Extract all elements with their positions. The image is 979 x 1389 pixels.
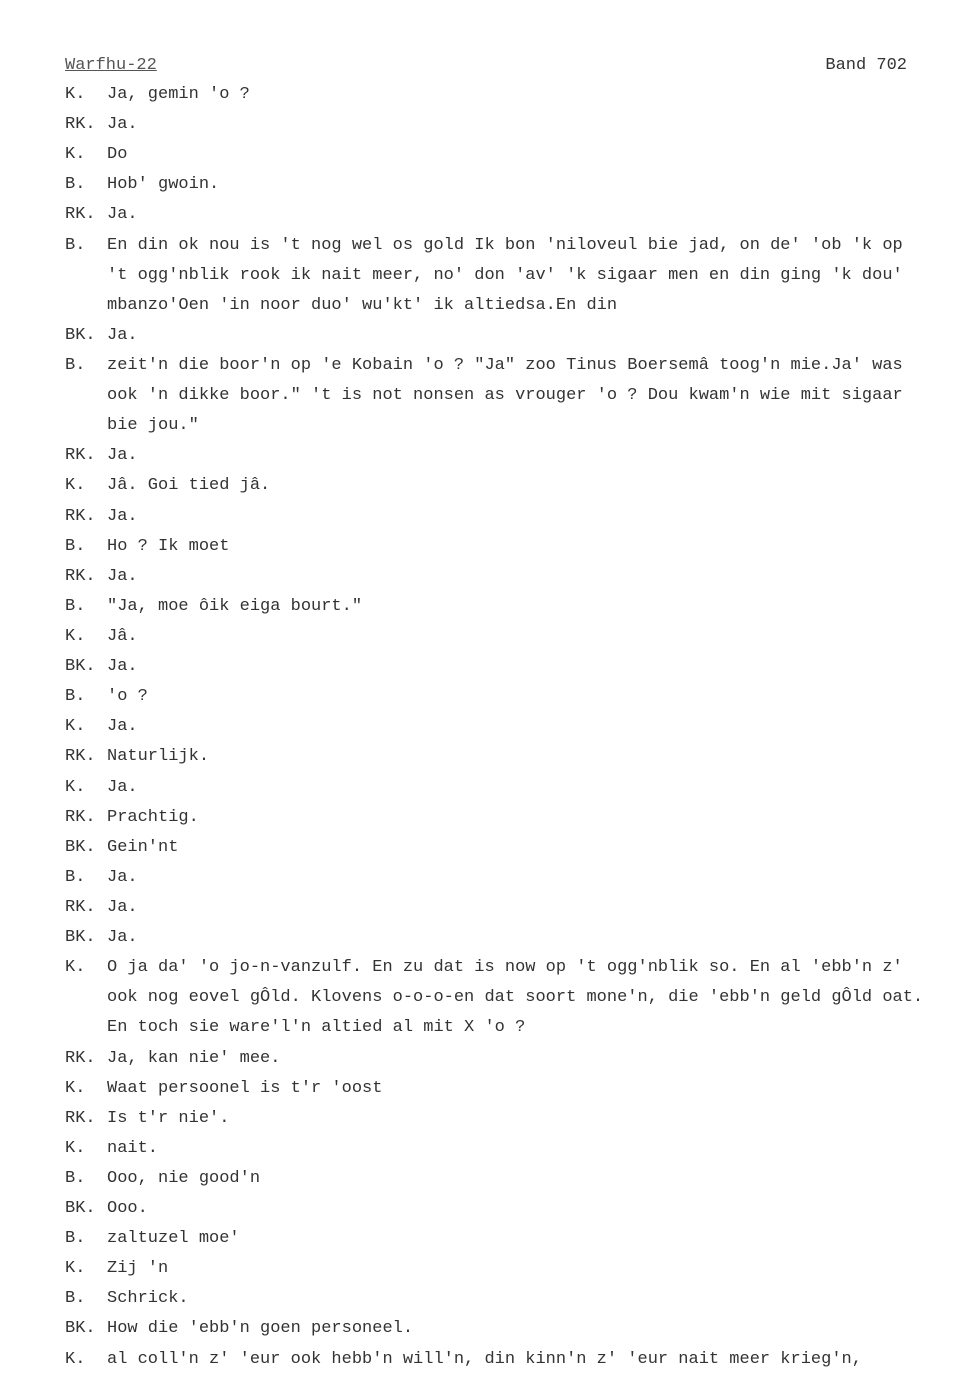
transcript-entry <box>65 1134 955 1164</box>
speaker-label: RK. <box>65 205 96 225</box>
speaker-label: RK. <box>65 115 96 135</box>
utterance-line: Prachtig. <box>107 807 199 827</box>
utterance-line: Ja. <box>107 446 138 466</box>
transcript-entry <box>65 471 955 501</box>
speaker-label: K. <box>65 476 86 496</box>
page-header <box>65 51 907 81</box>
utterance <box>107 1224 955 1254</box>
transcript-entry <box>65 833 955 863</box>
utterance-line: Jâ. Goi tied jâ. <box>107 476 271 496</box>
utterance <box>107 231 955 321</box>
utterance <box>107 321 955 351</box>
utterance-line: nait. <box>107 1138 159 1158</box>
transcript-entry <box>65 1345 955 1375</box>
transcript-entry <box>65 562 955 592</box>
document-code: Warfhu-22 <box>65 56 157 75</box>
utterance-line: Ja. <box>107 897 138 917</box>
transcript-entry <box>65 231 955 321</box>
speaker-label: B. <box>65 1168 86 1188</box>
speaker-label: B. <box>65 355 86 375</box>
speaker-label: RK. <box>65 506 96 526</box>
utterance <box>107 893 955 923</box>
utterance <box>107 712 955 742</box>
utterance-line: Ja. <box>107 205 138 225</box>
utterance <box>107 1254 955 1284</box>
transcript-entry <box>65 803 955 833</box>
utterance <box>107 652 955 682</box>
speaker-label: B. <box>65 175 86 195</box>
speaker-label: RK. <box>65 1048 96 1068</box>
transcript-entry <box>65 742 955 772</box>
speaker-label: B. <box>65 596 86 616</box>
utterance-line: zeit'n die boor'n op 'e Kobain 'o ? "Ja" zoo Tinus Boersemâ toog'n mie.Ja' was <box>107 355 903 375</box>
utterance-line: O ja da' 'o jo-n-vanzulf. En zu dat is now op 't ogg'nblik so. En al 'ebb'n z' <box>107 958 903 978</box>
utterance <box>107 471 955 501</box>
utterance <box>107 1134 955 1164</box>
utterance <box>107 1194 955 1224</box>
utterance-line: En din ok nou is 't nog wel os gold Ik bon 'niloveul bie jad, on de' 'ob 'k op <box>107 235 903 255</box>
speaker-label: K. <box>65 1259 86 1279</box>
transcript-entry <box>65 170 955 200</box>
utterance-line: Ja. <box>107 566 138 586</box>
transcript-entry <box>65 923 955 953</box>
transcript-entry <box>65 80 955 110</box>
utterance-line: Ja. <box>107 657 138 677</box>
transcript-entry <box>65 1104 955 1134</box>
speaker-label: B. <box>65 867 86 887</box>
utterance <box>107 441 955 471</box>
transcript-entry <box>65 140 955 170</box>
speaker-label: K. <box>65 85 86 104</box>
transcript-entry <box>65 200 955 230</box>
utterance-line: 't ogg'nblik rook ik nait meer, no' don 'av' 'k sigaar men en din ging 'k dou' <box>107 265 903 285</box>
transcript-entry <box>65 773 955 803</box>
utterance-line: Ja. <box>107 115 138 135</box>
speaker-label: RK. <box>65 566 96 586</box>
utterance-line: En toch sie ware'l'n altied al mit X 'o ? <box>107 1018 526 1038</box>
utterance-line: Gein'nt <box>107 837 179 857</box>
utterance-line: Do <box>107 145 128 165</box>
speaker-label: BK. <box>65 928 96 948</box>
utterance-line: al coll'n z' 'eur ook hebb'n will'n, din kinn'n z' 'eur nait meer krieg'n, <box>107 1349 862 1369</box>
utterance-line: Ja. <box>107 928 138 948</box>
utterance-line: zaltuzel moe' <box>107 1229 240 1249</box>
utterance-line: Is t'r nie'. <box>107 1108 230 1128</box>
utterance <box>107 682 955 712</box>
utterance-line: Ja. <box>107 717 138 737</box>
speaker-label: B. <box>65 687 86 707</box>
utterance <box>107 742 955 772</box>
transcript-entry <box>65 1284 955 1314</box>
utterance-line: Ja. <box>107 867 138 887</box>
speaker-label: K. <box>65 1138 86 1158</box>
utterance <box>107 532 955 562</box>
utterance-line: Ooo, nie good'n <box>107 1168 261 1188</box>
transcript-entry <box>65 1254 955 1284</box>
transcript-entry <box>65 863 955 893</box>
utterance-line: Zij 'n <box>107 1259 169 1279</box>
utterance <box>107 863 955 893</box>
utterance-line: Waat persoonel is t'r 'oost <box>107 1078 383 1098</box>
speaker-label: RK. <box>65 897 96 917</box>
utterance-line: 'o ? <box>107 687 148 707</box>
speaker-label: BK. <box>65 1319 96 1339</box>
utterance <box>107 1104 955 1134</box>
utterance <box>107 592 955 622</box>
utterance <box>107 803 955 833</box>
transcript-entry <box>65 321 955 351</box>
utterance-line: Schrick. <box>107 1289 189 1309</box>
transcript-entry <box>65 652 955 682</box>
speaker-label: B. <box>65 536 86 556</box>
speaker-label: BK. <box>65 657 96 677</box>
transcript-entry <box>65 1314 955 1344</box>
utterance <box>107 140 955 170</box>
speaker-label: B. <box>65 1289 86 1309</box>
utterance <box>107 502 955 532</box>
utterance <box>107 1074 955 1104</box>
utterance-line: Ja, kan nie' mee. <box>107 1048 281 1068</box>
utterance <box>107 351 955 441</box>
speaker-label: K. <box>65 958 86 978</box>
transcript-entry <box>65 622 955 652</box>
transcript-entry <box>65 502 955 532</box>
transcript-entry <box>65 351 955 441</box>
speaker-label: K. <box>65 145 86 165</box>
speaker-label: B. <box>65 235 86 255</box>
transcript-entry <box>65 592 955 622</box>
utterance <box>107 1164 955 1194</box>
speaker-label: K. <box>65 626 86 646</box>
utterance <box>107 1044 955 1074</box>
utterance <box>107 80 955 110</box>
speaker-label: K. <box>65 777 86 797</box>
utterance-line: Ja. <box>107 777 138 797</box>
transcript-entry <box>65 1044 955 1074</box>
speaker-label: RK. <box>65 1108 96 1128</box>
utterance-line: Ho ? Ik moet <box>107 536 230 556</box>
utterance-line: Jâ. <box>107 626 138 646</box>
utterance <box>107 110 955 140</box>
transcript-entry <box>65 953 955 1043</box>
transcript-entry <box>65 110 955 140</box>
transcript-entry <box>65 893 955 923</box>
transcript-entry <box>65 712 955 742</box>
utterance <box>107 773 955 803</box>
utterance-line: mbanzo'Oen 'in noor duo' wu'kt' ik altiedsa.En din <box>107 295 618 315</box>
speaker-label: BK. <box>65 1199 96 1219</box>
speaker-label: RK. <box>65 747 96 767</box>
speaker-label: BK. <box>65 325 96 345</box>
speaker-label: RK. <box>65 807 96 827</box>
utterance-line: Hob' gwoin. <box>107 175 220 195</box>
transcript-entry <box>65 532 955 562</box>
utterance-line: Ja, gemin 'o ? <box>107 85 250 104</box>
transcript-entry <box>65 1074 955 1104</box>
utterance <box>107 562 955 592</box>
tape-number: Band 702 <box>825 56 907 75</box>
transcript-entry <box>65 1194 955 1224</box>
utterance-line: ook nog eovel gÔld. Klovens o-o-o-en dat soort mone'n, die 'ebb'n geld gÔld oat. <box>107 988 924 1008</box>
transcript-entry <box>65 441 955 471</box>
utterance <box>107 200 955 230</box>
speaker-label: K. <box>65 717 86 737</box>
transcript-entry <box>65 1224 955 1254</box>
utterance-line: Ja. <box>107 325 138 345</box>
utterance-line: "Ja, moe ôik eiga bourt." <box>107 596 363 616</box>
utterance-line: Ja. <box>107 506 138 526</box>
utterance <box>107 953 955 1043</box>
speaker-label: BK. <box>65 837 96 857</box>
utterance <box>107 1284 955 1314</box>
utterance <box>107 170 955 200</box>
utterance <box>107 1345 955 1375</box>
speaker-label: K. <box>65 1349 86 1369</box>
utterance-line: bie jou." <box>107 416 199 436</box>
utterance-line: ook 'n dikke boor." 't is not nonsen as vrouger 'o ? Dou kwam'n wie mit sigaar <box>107 386 903 406</box>
utterance <box>107 622 955 652</box>
utterance <box>107 923 955 953</box>
utterance-line: Ooo. <box>107 1199 148 1219</box>
transcript-body <box>65 80 955 1375</box>
speaker-label: RK. <box>65 446 96 466</box>
utterance-line: How die 'ebb'n goen personeel. <box>107 1319 414 1339</box>
utterance <box>107 833 955 863</box>
speaker-label: B. <box>65 1229 86 1249</box>
transcript-entry <box>65 1164 955 1194</box>
speaker-label: K. <box>65 1078 86 1098</box>
transcript-entry <box>65 682 955 712</box>
utterance <box>107 1314 955 1344</box>
utterance-line: Naturlijk. <box>107 747 210 767</box>
